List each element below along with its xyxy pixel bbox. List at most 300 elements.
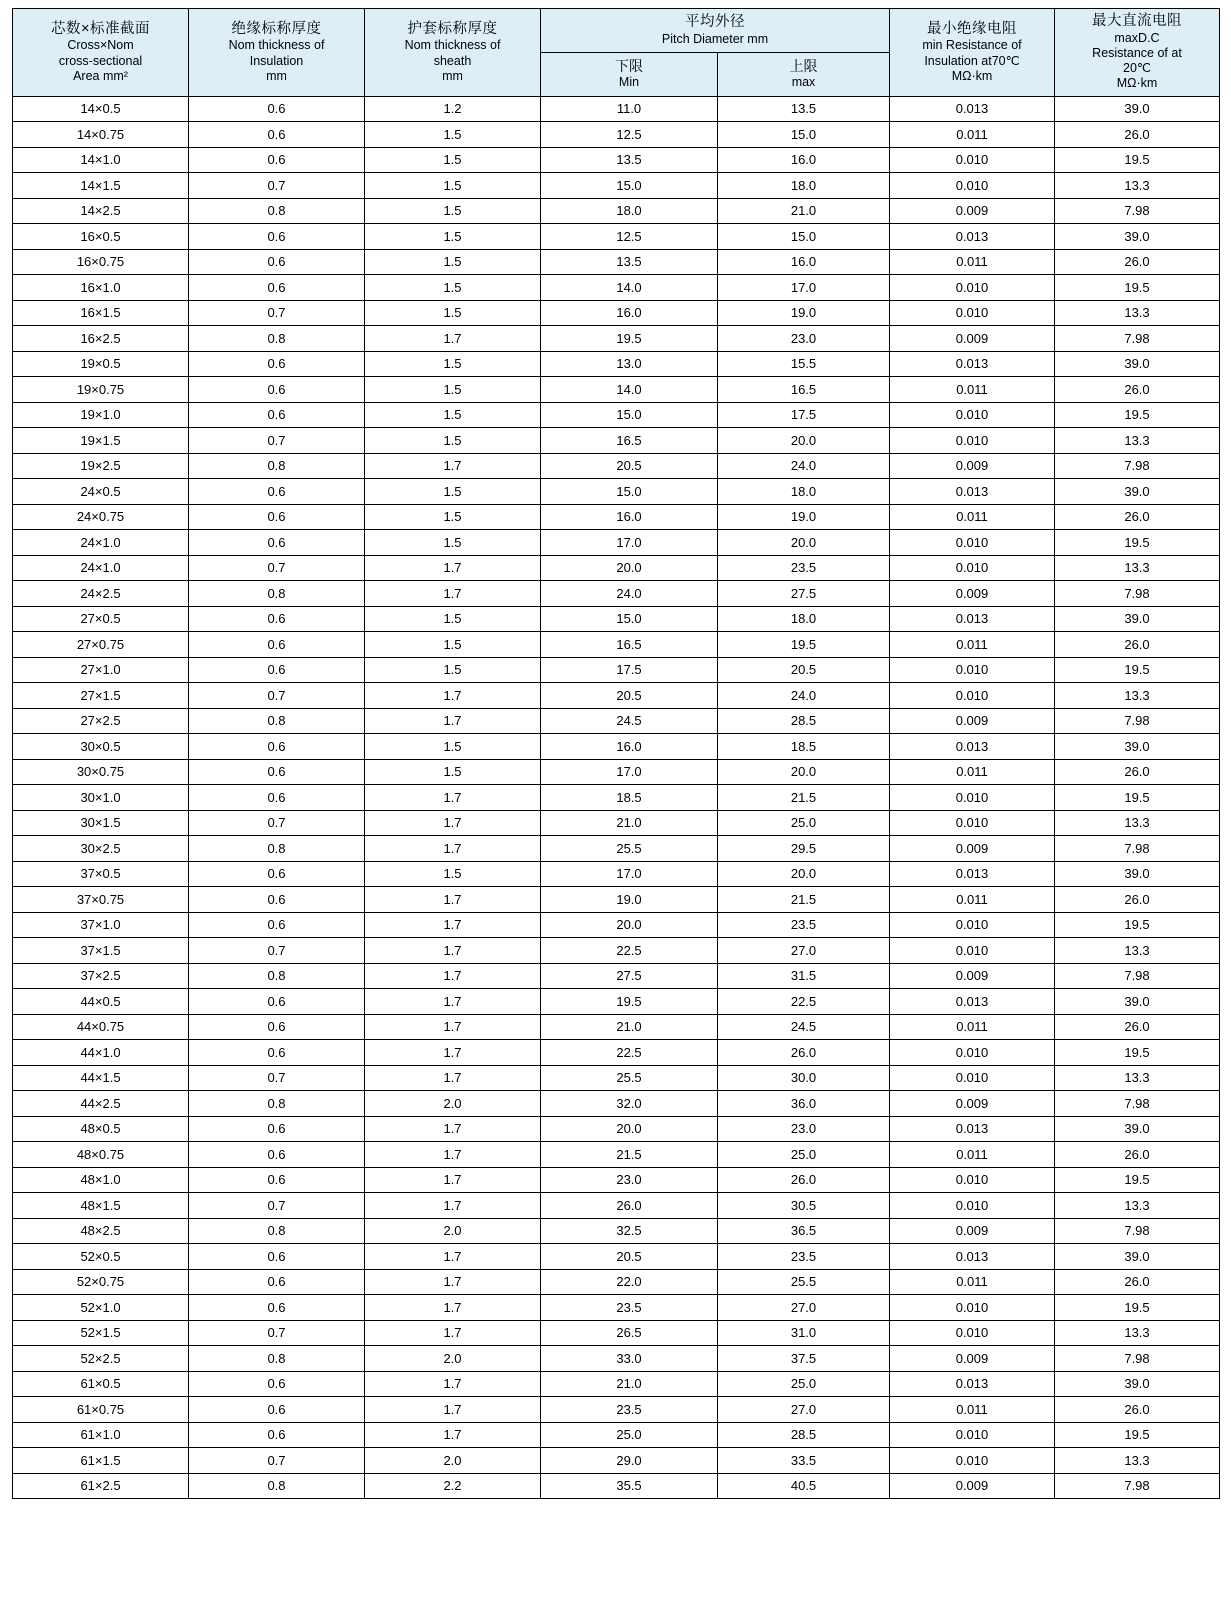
header-cross-section-en2: cross-sectional	[58, 53, 143, 68]
cell-max-dc-resistance: 19.5	[1055, 1040, 1220, 1066]
cell-max-dc-resistance: 26.0	[1055, 1014, 1220, 1040]
cell-sheath-thickness: 1.7	[365, 683, 541, 709]
cell-pitch-diameter-min: 20.0	[541, 912, 718, 938]
cell-pitch-diameter-min: 20.5	[541, 1244, 718, 1270]
table-row	[13, 249, 1220, 275]
cell-insulation-thickness: 0.7	[189, 1065, 365, 1091]
cell-cross-section: 27×0.75	[13, 632, 189, 658]
cell-pitch-diameter-min: 13.0	[541, 351, 718, 377]
cell-insulation-thickness: 0.6	[189, 1014, 365, 1040]
cell-min-insulation-resistance: 0.010	[890, 785, 1055, 811]
cell-pitch-diameter-min: 17.5	[541, 657, 718, 683]
cell-pitch-diameter-min: 26.5	[541, 1320, 718, 1346]
cell-pitch-diameter-max: 23.5	[718, 1244, 890, 1270]
cell-insulation-thickness: 0.6	[189, 1167, 365, 1193]
header-cross-section	[13, 9, 189, 97]
cell-cross-section: 52×1.0	[13, 1295, 189, 1321]
cell-pitch-diameter-max: 15.5	[718, 351, 890, 377]
cell-pitch-diameter-max: 25.0	[718, 1371, 890, 1397]
cell-pitch-diameter-min: 14.0	[541, 377, 718, 403]
cell-cross-section: 16×0.75	[13, 249, 189, 275]
cell-pitch-diameter-min: 29.0	[541, 1448, 718, 1474]
cell-insulation-thickness: 0.7	[189, 555, 365, 581]
cell-min-insulation-resistance: 0.010	[890, 300, 1055, 326]
cell-cross-section: 30×0.75	[13, 759, 189, 785]
cell-max-dc-resistance: 26.0	[1055, 1269, 1220, 1295]
cell-min-insulation-resistance: 0.009	[890, 963, 1055, 989]
cell-max-dc-resistance: 7.98	[1055, 326, 1220, 352]
cell-sheath-thickness: 1.7	[365, 581, 541, 607]
cell-pitch-diameter-max: 30.0	[718, 1065, 890, 1091]
cell-pitch-diameter-max: 25.0	[718, 1142, 890, 1168]
cell-pitch-diameter-min: 24.0	[541, 581, 718, 607]
table-row	[13, 989, 1220, 1015]
cell-max-dc-resistance: 39.0	[1055, 606, 1220, 632]
cell-insulation-thickness: 0.6	[189, 1397, 365, 1423]
cell-insulation-thickness: 0.6	[189, 657, 365, 683]
cell-pitch-diameter-min: 15.0	[541, 402, 718, 428]
table-row	[13, 1193, 1220, 1219]
cell-pitch-diameter-min: 21.5	[541, 1142, 718, 1168]
cell-sheath-thickness: 2.0	[365, 1448, 541, 1474]
cell-pitch-diameter-min: 20.5	[541, 683, 718, 709]
cell-min-insulation-resistance: 0.011	[890, 632, 1055, 658]
cell-min-insulation-resistance: 0.013	[890, 606, 1055, 632]
cell-max-dc-resistance: 19.5	[1055, 402, 1220, 428]
cell-pitch-diameter-max: 23.0	[718, 1116, 890, 1142]
cell-pitch-diameter-max: 30.5	[718, 1193, 890, 1219]
cell-sheath-thickness: 1.5	[365, 300, 541, 326]
cell-pitch-diameter-max: 36.5	[718, 1218, 890, 1244]
cell-pitch-diameter-max: 25.5	[718, 1269, 890, 1295]
cell-pitch-diameter-min: 22.0	[541, 1269, 718, 1295]
cell-max-dc-resistance: 7.98	[1055, 1091, 1220, 1117]
table-body	[13, 96, 1220, 1499]
cell-insulation-thickness: 0.7	[189, 1193, 365, 1219]
header-pitch-diameter-min-en: Min	[618, 75, 640, 90]
cell-min-insulation-resistance: 0.010	[890, 1295, 1055, 1321]
table-row	[13, 1116, 1220, 1142]
cell-min-insulation-resistance: 0.009	[890, 581, 1055, 607]
cell-max-dc-resistance: 26.0	[1055, 1397, 1220, 1423]
cell-cross-section: 19×1.5	[13, 428, 189, 454]
cell-pitch-diameter-max: 15.0	[718, 122, 890, 148]
table-row	[13, 1448, 1220, 1474]
table-row	[13, 555, 1220, 581]
cell-sheath-thickness: 1.5	[365, 861, 541, 887]
header-min-insulation-resistance-en2: Insulation at70℃	[924, 53, 1020, 68]
cell-pitch-diameter-max: 16.0	[718, 249, 890, 275]
cell-max-dc-resistance: 26.0	[1055, 249, 1220, 275]
cell-insulation-thickness: 0.6	[189, 96, 365, 122]
cell-sheath-thickness: 1.5	[365, 122, 541, 148]
cell-min-insulation-resistance: 0.009	[890, 1473, 1055, 1499]
cell-max-dc-resistance: 39.0	[1055, 861, 1220, 887]
cell-insulation-thickness: 0.7	[189, 173, 365, 199]
cell-pitch-diameter-min: 17.0	[541, 530, 718, 556]
table-row	[13, 887, 1220, 913]
cell-sheath-thickness: 1.7	[365, 1269, 541, 1295]
cell-pitch-diameter-max: 15.0	[718, 224, 890, 250]
cell-insulation-thickness: 0.8	[189, 326, 365, 352]
cell-pitch-diameter-min: 25.0	[541, 1422, 718, 1448]
cell-insulation-thickness: 0.8	[189, 1218, 365, 1244]
cell-min-insulation-resistance: 0.010	[890, 555, 1055, 581]
cell-cross-section: 48×2.5	[13, 1218, 189, 1244]
cell-cross-section: 52×0.5	[13, 1244, 189, 1270]
header-max-dc-resistance	[1055, 9, 1220, 97]
table-row	[13, 1269, 1220, 1295]
cell-sheath-thickness: 1.7	[365, 708, 541, 734]
cell-max-dc-resistance: 13.3	[1055, 810, 1220, 836]
cell-pitch-diameter-max: 18.5	[718, 734, 890, 760]
table-row	[13, 581, 1220, 607]
cell-pitch-diameter-max: 27.0	[718, 938, 890, 964]
table-row	[13, 96, 1220, 122]
cell-pitch-diameter-max: 21.0	[718, 198, 890, 224]
cell-insulation-thickness: 0.8	[189, 1473, 365, 1499]
cell-sheath-thickness: 1.7	[365, 1295, 541, 1321]
cell-cross-section: 30×1.5	[13, 810, 189, 836]
cell-insulation-thickness: 0.8	[189, 708, 365, 734]
cell-max-dc-resistance: 39.0	[1055, 479, 1220, 505]
cell-cross-section: 52×2.5	[13, 1346, 189, 1372]
cell-cross-section: 24×1.0	[13, 555, 189, 581]
cell-cross-section: 37×1.5	[13, 938, 189, 964]
cell-pitch-diameter-max: 28.5	[718, 708, 890, 734]
header-min-insulation-resistance-en3: MΩ·km	[951, 68, 993, 83]
cell-min-insulation-resistance: 0.010	[890, 1320, 1055, 1346]
cell-min-insulation-resistance: 0.010	[890, 275, 1055, 301]
table-row	[13, 479, 1220, 505]
cell-cross-section: 14×2.5	[13, 198, 189, 224]
cell-cross-section: 14×1.5	[13, 173, 189, 199]
header-pitch-diameter	[541, 9, 890, 53]
cell-pitch-diameter-max: 20.5	[718, 657, 890, 683]
cell-max-dc-resistance: 19.5	[1055, 912, 1220, 938]
cell-min-insulation-resistance: 0.013	[890, 1244, 1055, 1270]
cell-sheath-thickness: 1.5	[365, 224, 541, 250]
cell-insulation-thickness: 0.8	[189, 198, 365, 224]
table-row	[13, 504, 1220, 530]
cell-sheath-thickness: 1.7	[365, 1320, 541, 1346]
cell-cross-section: 52×1.5	[13, 1320, 189, 1346]
table-row	[13, 1091, 1220, 1117]
cell-pitch-diameter-max: 31.5	[718, 963, 890, 989]
cell-min-insulation-resistance: 0.010	[890, 147, 1055, 173]
cell-sheath-thickness: 1.7	[365, 1014, 541, 1040]
cell-pitch-diameter-max: 26.0	[718, 1040, 890, 1066]
cell-pitch-diameter-min: 13.5	[541, 249, 718, 275]
cell-insulation-thickness: 0.8	[189, 836, 365, 862]
cell-pitch-diameter-min: 16.0	[541, 504, 718, 530]
cell-cross-section: 24×0.75	[13, 504, 189, 530]
table-row	[13, 657, 1220, 683]
header-min-insulation-resistance-cn: 最小绝缘电阻	[927, 20, 1017, 37]
table-row	[13, 300, 1220, 326]
cell-min-insulation-resistance: 0.011	[890, 122, 1055, 148]
header-insulation-thickness-cn: 绝缘标称厚度	[231, 20, 322, 37]
cell-insulation-thickness: 0.6	[189, 785, 365, 811]
cell-max-dc-resistance: 7.98	[1055, 963, 1220, 989]
cell-cross-section: 27×2.5	[13, 708, 189, 734]
cell-insulation-thickness: 0.6	[189, 887, 365, 913]
header-pitch-diameter-en: Pitch Diameter mm	[661, 31, 769, 46]
cell-sheath-thickness: 1.5	[365, 402, 541, 428]
header-max-dc-resistance-en4: MΩ·km	[1116, 76, 1158, 91]
cell-max-dc-resistance: 39.0	[1055, 96, 1220, 122]
cell-sheath-thickness: 2.2	[365, 1473, 541, 1499]
cable-specification-table	[12, 8, 1220, 1499]
cell-insulation-thickness: 0.6	[189, 734, 365, 760]
table-row	[13, 351, 1220, 377]
cell-min-insulation-resistance: 0.010	[890, 810, 1055, 836]
cell-insulation-thickness: 0.7	[189, 810, 365, 836]
header-row-main	[13, 9, 1220, 53]
header-pitch-diameter-max	[718, 53, 890, 97]
cell-pitch-diameter-max: 19.5	[718, 632, 890, 658]
cell-min-insulation-resistance: 0.013	[890, 989, 1055, 1015]
cell-cross-section: 19×1.0	[13, 402, 189, 428]
header-cross-section-en3: Area mm²	[73, 68, 128, 83]
cell-sheath-thickness: 1.5	[365, 479, 541, 505]
table-row	[13, 734, 1220, 760]
table-row	[13, 938, 1220, 964]
cell-max-dc-resistance: 39.0	[1055, 989, 1220, 1015]
table-row	[13, 1346, 1220, 1372]
cell-max-dc-resistance: 39.0	[1055, 734, 1220, 760]
cell-pitch-diameter-min: 11.0	[541, 96, 718, 122]
header-cross-section-en1: Cross×Nom	[67, 38, 134, 53]
cell-min-insulation-resistance: 0.009	[890, 1346, 1055, 1372]
cell-min-insulation-resistance: 0.009	[890, 1091, 1055, 1117]
cell-pitch-diameter-max: 27.0	[718, 1295, 890, 1321]
cell-cross-section: 37×1.0	[13, 912, 189, 938]
cell-sheath-thickness: 1.5	[365, 428, 541, 454]
cell-min-insulation-resistance: 0.010	[890, 428, 1055, 454]
cell-sheath-thickness: 1.7	[365, 1422, 541, 1448]
header-pitch-diameter-min	[541, 53, 718, 97]
cell-cross-section: 44×0.5	[13, 989, 189, 1015]
cell-sheath-thickness: 1.5	[365, 734, 541, 760]
cell-min-insulation-resistance: 0.010	[890, 1167, 1055, 1193]
cell-pitch-diameter-min: 23.5	[541, 1397, 718, 1423]
cell-pitch-diameter-max: 25.0	[718, 810, 890, 836]
cell-sheath-thickness: 1.7	[365, 453, 541, 479]
cell-min-insulation-resistance: 0.010	[890, 912, 1055, 938]
cell-max-dc-resistance: 13.3	[1055, 1065, 1220, 1091]
cell-max-dc-resistance: 39.0	[1055, 1244, 1220, 1270]
cell-cross-section: 48×1.5	[13, 1193, 189, 1219]
cell-min-insulation-resistance: 0.011	[890, 1014, 1055, 1040]
cell-min-insulation-resistance: 0.010	[890, 683, 1055, 709]
table-row	[13, 1473, 1220, 1499]
cell-insulation-thickness: 0.7	[189, 300, 365, 326]
table-header	[13, 9, 1220, 97]
cell-sheath-thickness: 1.5	[365, 657, 541, 683]
cell-min-insulation-resistance: 0.009	[890, 453, 1055, 479]
cell-insulation-thickness: 0.8	[189, 1091, 365, 1117]
cell-max-dc-resistance: 19.5	[1055, 275, 1220, 301]
cell-pitch-diameter-max: 26.0	[718, 1167, 890, 1193]
cell-min-insulation-resistance: 0.010	[890, 173, 1055, 199]
cell-insulation-thickness: 0.7	[189, 1448, 365, 1474]
cell-cross-section: 16×2.5	[13, 326, 189, 352]
cell-pitch-diameter-max: 16.0	[718, 147, 890, 173]
cell-max-dc-resistance: 13.3	[1055, 1320, 1220, 1346]
cell-max-dc-resistance: 19.5	[1055, 530, 1220, 556]
cell-sheath-thickness: 1.7	[365, 326, 541, 352]
cell-pitch-diameter-max: 18.0	[718, 173, 890, 199]
cell-max-dc-resistance: 19.5	[1055, 1167, 1220, 1193]
table-row	[13, 606, 1220, 632]
cell-insulation-thickness: 0.7	[189, 683, 365, 709]
cell-max-dc-resistance: 26.0	[1055, 122, 1220, 148]
cell-pitch-diameter-max: 23.0	[718, 326, 890, 352]
cell-min-insulation-resistance: 0.013	[890, 1371, 1055, 1397]
table-row	[13, 1295, 1220, 1321]
cell-sheath-thickness: 1.7	[365, 989, 541, 1015]
cell-pitch-diameter-min: 32.0	[541, 1091, 718, 1117]
cell-cross-section: 27×1.0	[13, 657, 189, 683]
cell-pitch-diameter-max: 20.0	[718, 759, 890, 785]
cell-insulation-thickness: 0.6	[189, 351, 365, 377]
cell-pitch-diameter-min: 15.0	[541, 479, 718, 505]
header-insulation-thickness	[189, 9, 365, 97]
cell-max-dc-resistance: 39.0	[1055, 1371, 1220, 1397]
header-sheath-thickness	[365, 9, 541, 97]
cell-pitch-diameter-min: 21.0	[541, 1371, 718, 1397]
cell-pitch-diameter-min: 24.5	[541, 708, 718, 734]
cell-sheath-thickness: 1.7	[365, 1371, 541, 1397]
header-pitch-diameter-cn: 平均外径	[685, 14, 745, 31]
cell-insulation-thickness: 0.6	[189, 1040, 365, 1066]
cell-cross-section: 16×1.0	[13, 275, 189, 301]
cell-insulation-thickness: 0.6	[189, 147, 365, 173]
cell-max-dc-resistance: 7.98	[1055, 453, 1220, 479]
table-row	[13, 963, 1220, 989]
cell-pitch-diameter-min: 19.5	[541, 326, 718, 352]
cell-pitch-diameter-max: 23.5	[718, 555, 890, 581]
header-pitch-diameter-max-en: max	[791, 75, 816, 90]
cell-insulation-thickness: 0.6	[189, 504, 365, 530]
cell-sheath-thickness: 1.7	[365, 1167, 541, 1193]
cell-insulation-thickness: 0.6	[189, 912, 365, 938]
cell-pitch-diameter-max: 24.5	[718, 1014, 890, 1040]
cell-pitch-diameter-min: 12.5	[541, 122, 718, 148]
cell-cross-section: 52×0.75	[13, 1269, 189, 1295]
header-pitch-diameter-min-cn: 下限	[615, 58, 643, 75]
cell-insulation-thickness: 0.8	[189, 1346, 365, 1372]
header-max-dc-resistance-cn: 最大直流电阻	[1092, 13, 1182, 29]
cell-pitch-diameter-min: 15.0	[541, 173, 718, 199]
cell-max-dc-resistance: 13.3	[1055, 555, 1220, 581]
cell-pitch-diameter-min: 35.5	[541, 1473, 718, 1499]
cell-max-dc-resistance: 39.0	[1055, 351, 1220, 377]
cell-max-dc-resistance: 19.5	[1055, 1295, 1220, 1321]
table-row	[13, 1065, 1220, 1091]
table-row	[13, 1142, 1220, 1168]
cell-pitch-diameter-min: 23.5	[541, 1295, 718, 1321]
table-row	[13, 912, 1220, 938]
cell-sheath-thickness: 1.5	[365, 504, 541, 530]
cell-pitch-diameter-min: 16.5	[541, 428, 718, 454]
cell-cross-section: 44×1.5	[13, 1065, 189, 1091]
table-row	[13, 147, 1220, 173]
cell-insulation-thickness: 0.6	[189, 249, 365, 275]
cell-sheath-thickness: 2.0	[365, 1218, 541, 1244]
cell-sheath-thickness: 1.7	[365, 1040, 541, 1066]
cell-sheath-thickness: 1.7	[365, 810, 541, 836]
header-pitch-diameter-max-cn: 上限	[789, 58, 818, 75]
cell-pitch-diameter-min: 27.5	[541, 963, 718, 989]
cell-pitch-diameter-max: 13.5	[718, 96, 890, 122]
cell-pitch-diameter-max: 29.5	[718, 836, 890, 862]
cell-insulation-thickness: 0.6	[189, 479, 365, 505]
table-row	[13, 198, 1220, 224]
cell-min-insulation-resistance: 0.010	[890, 1448, 1055, 1474]
cell-pitch-diameter-max: 18.0	[718, 606, 890, 632]
cell-sheath-thickness: 1.7	[365, 1244, 541, 1270]
header-insulation-thickness-en3: mm	[266, 68, 287, 83]
cell-pitch-diameter-min: 16.0	[541, 300, 718, 326]
table-row	[13, 275, 1220, 301]
cell-cross-section: 48×0.75	[13, 1142, 189, 1168]
cell-min-insulation-resistance: 0.010	[890, 1065, 1055, 1091]
table-row	[13, 836, 1220, 862]
cell-pitch-diameter-max: 24.0	[718, 683, 890, 709]
cell-cross-section: 61×1.5	[13, 1448, 189, 1474]
cell-cross-section: 48×1.0	[13, 1167, 189, 1193]
cell-insulation-thickness: 0.8	[189, 581, 365, 607]
cell-max-dc-resistance: 7.98	[1055, 581, 1220, 607]
cell-sheath-thickness: 1.5	[365, 147, 541, 173]
cell-insulation-thickness: 0.6	[189, 1116, 365, 1142]
cell-max-dc-resistance: 19.5	[1055, 1422, 1220, 1448]
cell-insulation-thickness: 0.6	[189, 122, 365, 148]
cell-min-insulation-resistance: 0.013	[890, 861, 1055, 887]
cell-insulation-thickness: 0.6	[189, 224, 365, 250]
cell-min-insulation-resistance: 0.011	[890, 1269, 1055, 1295]
cell-pitch-diameter-max: 20.0	[718, 530, 890, 556]
cell-min-insulation-resistance: 0.013	[890, 479, 1055, 505]
cell-max-dc-resistance: 26.0	[1055, 504, 1220, 530]
cell-cross-section: 37×2.5	[13, 963, 189, 989]
cell-pitch-diameter-min: 22.5	[541, 1040, 718, 1066]
header-min-insulation-resistance	[890, 9, 1055, 97]
cell-pitch-diameter-min: 20.0	[541, 1116, 718, 1142]
cell-cross-section: 30×0.5	[13, 734, 189, 760]
header-sheath-thickness-cn: 护套标称厚度	[407, 20, 498, 37]
cell-max-dc-resistance: 26.0	[1055, 377, 1220, 403]
cell-sheath-thickness: 2.0	[365, 1091, 541, 1117]
cell-max-dc-resistance: 7.98	[1055, 1473, 1220, 1499]
cell-insulation-thickness: 0.6	[189, 1244, 365, 1270]
table-row	[13, 1014, 1220, 1040]
cell-min-insulation-resistance: 0.011	[890, 1142, 1055, 1168]
cell-sheath-thickness: 1.7	[365, 887, 541, 913]
cell-insulation-thickness: 0.7	[189, 938, 365, 964]
cell-min-insulation-resistance: 0.009	[890, 326, 1055, 352]
cell-pitch-diameter-min: 17.0	[541, 861, 718, 887]
header-sheath-thickness-en3: mm	[442, 68, 463, 83]
cell-min-insulation-resistance: 0.013	[890, 734, 1055, 760]
cell-sheath-thickness: 1.7	[365, 1142, 541, 1168]
cell-cross-section: 14×0.5	[13, 96, 189, 122]
header-sheath-thickness-en1: Nom thickness of	[404, 38, 501, 53]
cell-insulation-thickness: 0.6	[189, 606, 365, 632]
cell-max-dc-resistance: 19.5	[1055, 785, 1220, 811]
